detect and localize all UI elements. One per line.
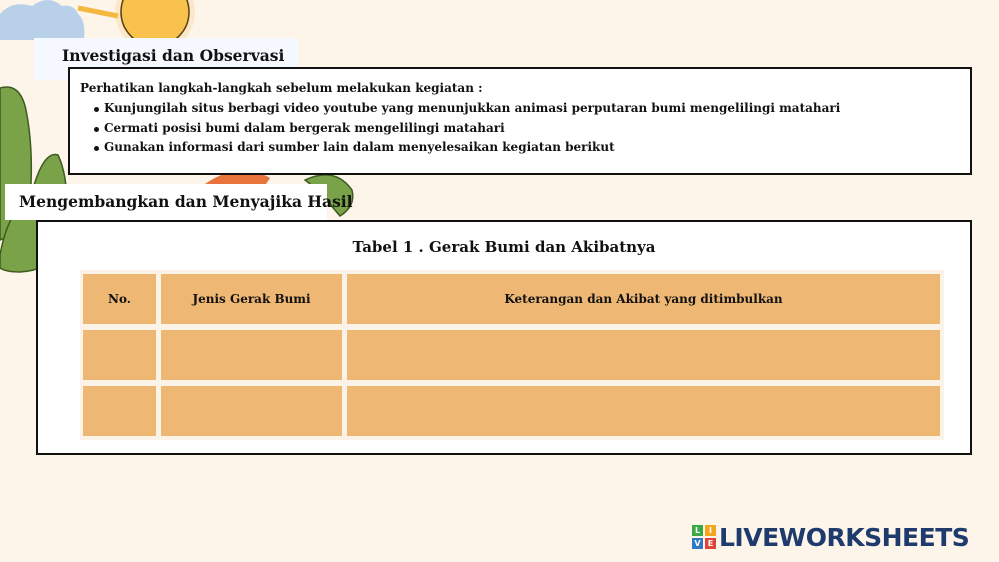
answer-cell-jenis[interactable] bbox=[161, 386, 342, 436]
logo-mark-letter: L bbox=[692, 525, 703, 536]
answer-cell-no[interactable] bbox=[83, 386, 156, 436]
logo-mark-letter: I bbox=[705, 525, 716, 536]
answer-cell-keterangan[interactable] bbox=[347, 330, 940, 380]
data-table bbox=[80, 270, 944, 440]
section-title-mengembangkan bbox=[5, 184, 353, 220]
header-keterangan: Keterangan dan Akibat yang ditimbulkan bbox=[347, 274, 940, 324]
sun-cloud-decoration bbox=[0, 0, 270, 40]
steps-box bbox=[68, 67, 972, 175]
steps-list bbox=[80, 99, 960, 158]
liveworksheets-logo bbox=[692, 522, 969, 552]
logo-mark-icon bbox=[692, 525, 716, 549]
step-item: Kunjungilah situs berbagi video youtube yang menunjukkan animasi perputaran bumi mengelilingi matahari bbox=[94, 99, 960, 119]
logo-mark-letter: E bbox=[705, 538, 716, 549]
steps-intro: Perhatikan langkah-langkah sebelum melakukan kegiatan : bbox=[80, 81, 483, 95]
section-title-text: Mengembangkan dan Menyajika Hasil bbox=[19, 192, 353, 211]
step-item: Gunakan informasi dari sumber lain dalam menyelesaikan kegiatan berikut bbox=[94, 138, 960, 158]
answer-cell-jenis[interactable] bbox=[161, 330, 342, 380]
answer-cell-keterangan[interactable] bbox=[347, 386, 940, 436]
header-no: No. bbox=[83, 274, 156, 324]
step-item: Cermati posisi bumi dalam bergerak mengelilingi matahari bbox=[94, 119, 960, 139]
section-title-text: Investigasi dan Observasi bbox=[62, 46, 285, 65]
logo-mark-letter: V bbox=[692, 538, 703, 549]
header-jenis-gerak: Jenis Gerak Bumi bbox=[161, 274, 342, 324]
table-box bbox=[36, 220, 972, 455]
table-caption: Tabel 1 . Gerak Bumi dan Akibatnya bbox=[352, 238, 656, 256]
logo-text: LIVEWORKSHEETS bbox=[719, 522, 970, 552]
answer-cell-no[interactable] bbox=[83, 330, 156, 380]
